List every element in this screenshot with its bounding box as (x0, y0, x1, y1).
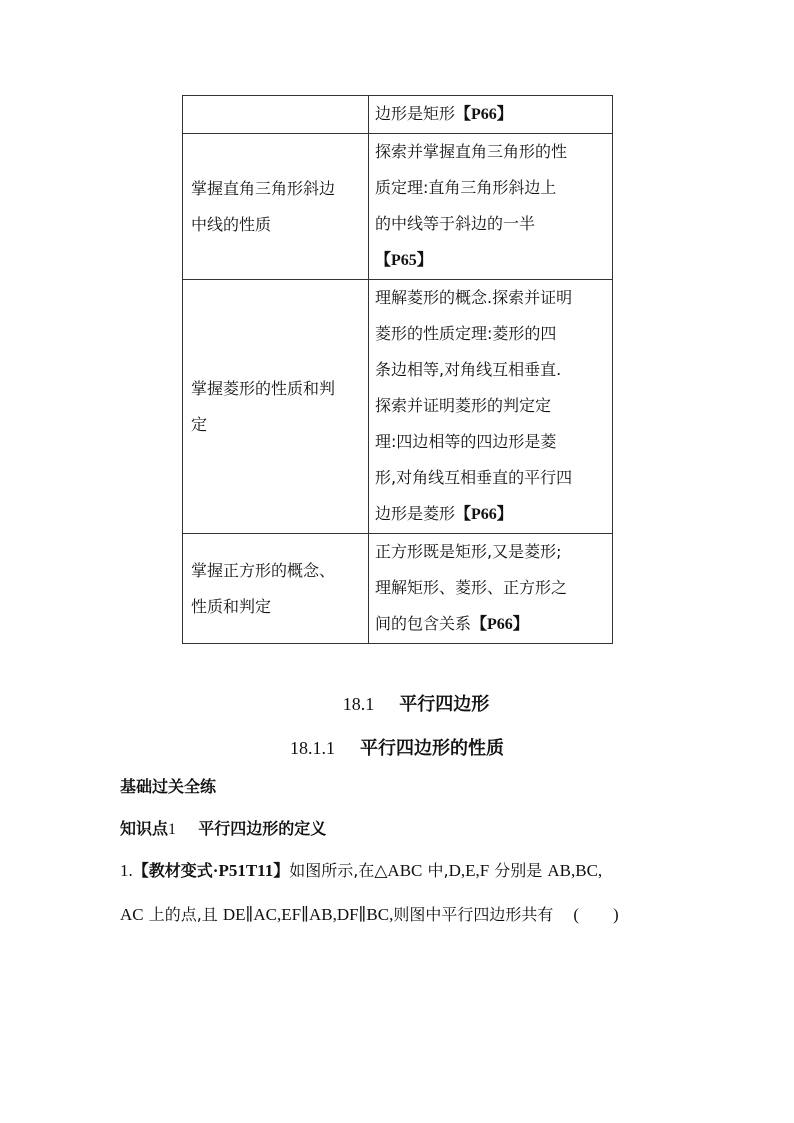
content-line (375, 570, 608, 606)
problem-text-c: 分别是 (489, 861, 548, 880)
problem-number: 1. (120, 861, 133, 880)
page-reference-text: 【P66】 (455, 506, 513, 523)
tag-open-bracket: 【 (132, 861, 149, 880)
content-line (375, 388, 608, 424)
requirement-line: 掌握直角三角形斜边 (191, 178, 336, 198)
content-text: 条边相等,对角线互相垂直. (375, 360, 562, 379)
tag-text: 教材变式 (148, 861, 213, 880)
requirement-line: 掌握正方形的概念、 (191, 560, 336, 580)
page-reference (375, 242, 608, 279)
problem-text-b: 中, (422, 861, 449, 880)
tag-close-bracket: 】 (273, 861, 290, 880)
content-text: 理:四边相等的四边形是菱 (375, 432, 557, 451)
subsection-number: 18.1.1 (289, 738, 335, 758)
content-text: 理解菱形的概念.探索并证明 (375, 288, 573, 307)
subsection-title: 平行四边形的性质 (360, 738, 505, 759)
segments-label: AB,BC, (547, 861, 603, 880)
content-cell (369, 280, 613, 534)
requirement-line: 掌握菱形的性质和判 (191, 378, 336, 398)
problem-line-1 (120, 858, 602, 881)
table-row (183, 96, 613, 134)
section-number: 18.1 (342, 694, 375, 714)
content-cell (369, 134, 613, 280)
section-heading (19, 690, 794, 716)
content-text: 菱形的性质定理:菱形的四 (375, 324, 557, 343)
knowledge-point-number: 1 (168, 821, 177, 838)
triangle-label: △ABC (374, 861, 423, 880)
requirement-cell (183, 534, 369, 644)
content-line (375, 316, 608, 352)
knowledge-point-title: 平行四边形的定义 (198, 819, 327, 838)
table-row (183, 280, 613, 534)
requirement-line: 中线的性质 (191, 214, 272, 234)
page-reference-text: 【P66】 (455, 106, 513, 123)
table-row (183, 534, 613, 644)
content-text: 质定理:直角三角形斜边上 (375, 178, 557, 197)
content-line (375, 460, 608, 496)
content-text: 理解矩形、菱形、正方形之 (375, 578, 568, 597)
content-text: 形,对角线互相垂直的平行四 (375, 468, 573, 487)
segment-ac-label: AC (120, 905, 144, 924)
content-line (375, 96, 608, 133)
requirement-line: 性质和判定 (191, 596, 272, 616)
problem-text-d: 上的点,且 (143, 905, 223, 924)
points-label: D,E,F (448, 861, 490, 880)
content-text: 探索并掌握直角三角形的性 (375, 142, 568, 161)
requirement-cell (183, 96, 369, 134)
content-line (375, 534, 608, 570)
parallel-conditions: DE∥AC,EF∥AB,DF∥BC, (222, 905, 394, 924)
content-text: 的中线等于斜边的一半 (375, 214, 536, 233)
requirement-cell (183, 134, 369, 280)
page-reference-text: 【P65】 (375, 252, 433, 269)
section-title: 平行四边形 (399, 694, 490, 715)
knowledge-point-heading (120, 816, 326, 839)
content-text: 边形是菱形 (375, 504, 456, 523)
page-reference-text: 【P66】 (471, 616, 529, 633)
content-line (375, 424, 608, 460)
content-line (375, 606, 608, 643)
problem-text-a: 如图所示,在 (289, 861, 375, 880)
curriculum-table (182, 95, 613, 644)
content-text: 探索并证明菱形的判定定 (375, 396, 552, 415)
tag-reference: ·P51T11 (212, 861, 274, 880)
problem-text-e: 则图中平行四边形共有 (393, 905, 554, 924)
content-line (375, 496, 608, 533)
content-text: 边形是矩形 (375, 104, 456, 123)
content-line (375, 280, 608, 316)
practice-level-heading: 基础过关全练 (120, 777, 217, 796)
content-cell (369, 96, 613, 134)
requirement-cell (183, 280, 369, 534)
content-line (375, 170, 608, 206)
content-text: 正方形既是矩形,又是菱形; (375, 542, 562, 561)
requirement-line: 定 (191, 414, 208, 434)
table-row (183, 134, 613, 280)
subsection-heading (0, 734, 794, 760)
knowledge-point-label: 知识点 (120, 819, 169, 838)
content-cell (369, 534, 613, 644)
problem-line-2 (120, 900, 619, 925)
problem-tag (133, 861, 290, 880)
content-line (375, 352, 608, 388)
answer-blank[interactable]: ( ) (573, 905, 619, 924)
content-line (375, 134, 608, 170)
content-line (375, 206, 608, 242)
content-text: 间的包含关系 (375, 614, 472, 633)
